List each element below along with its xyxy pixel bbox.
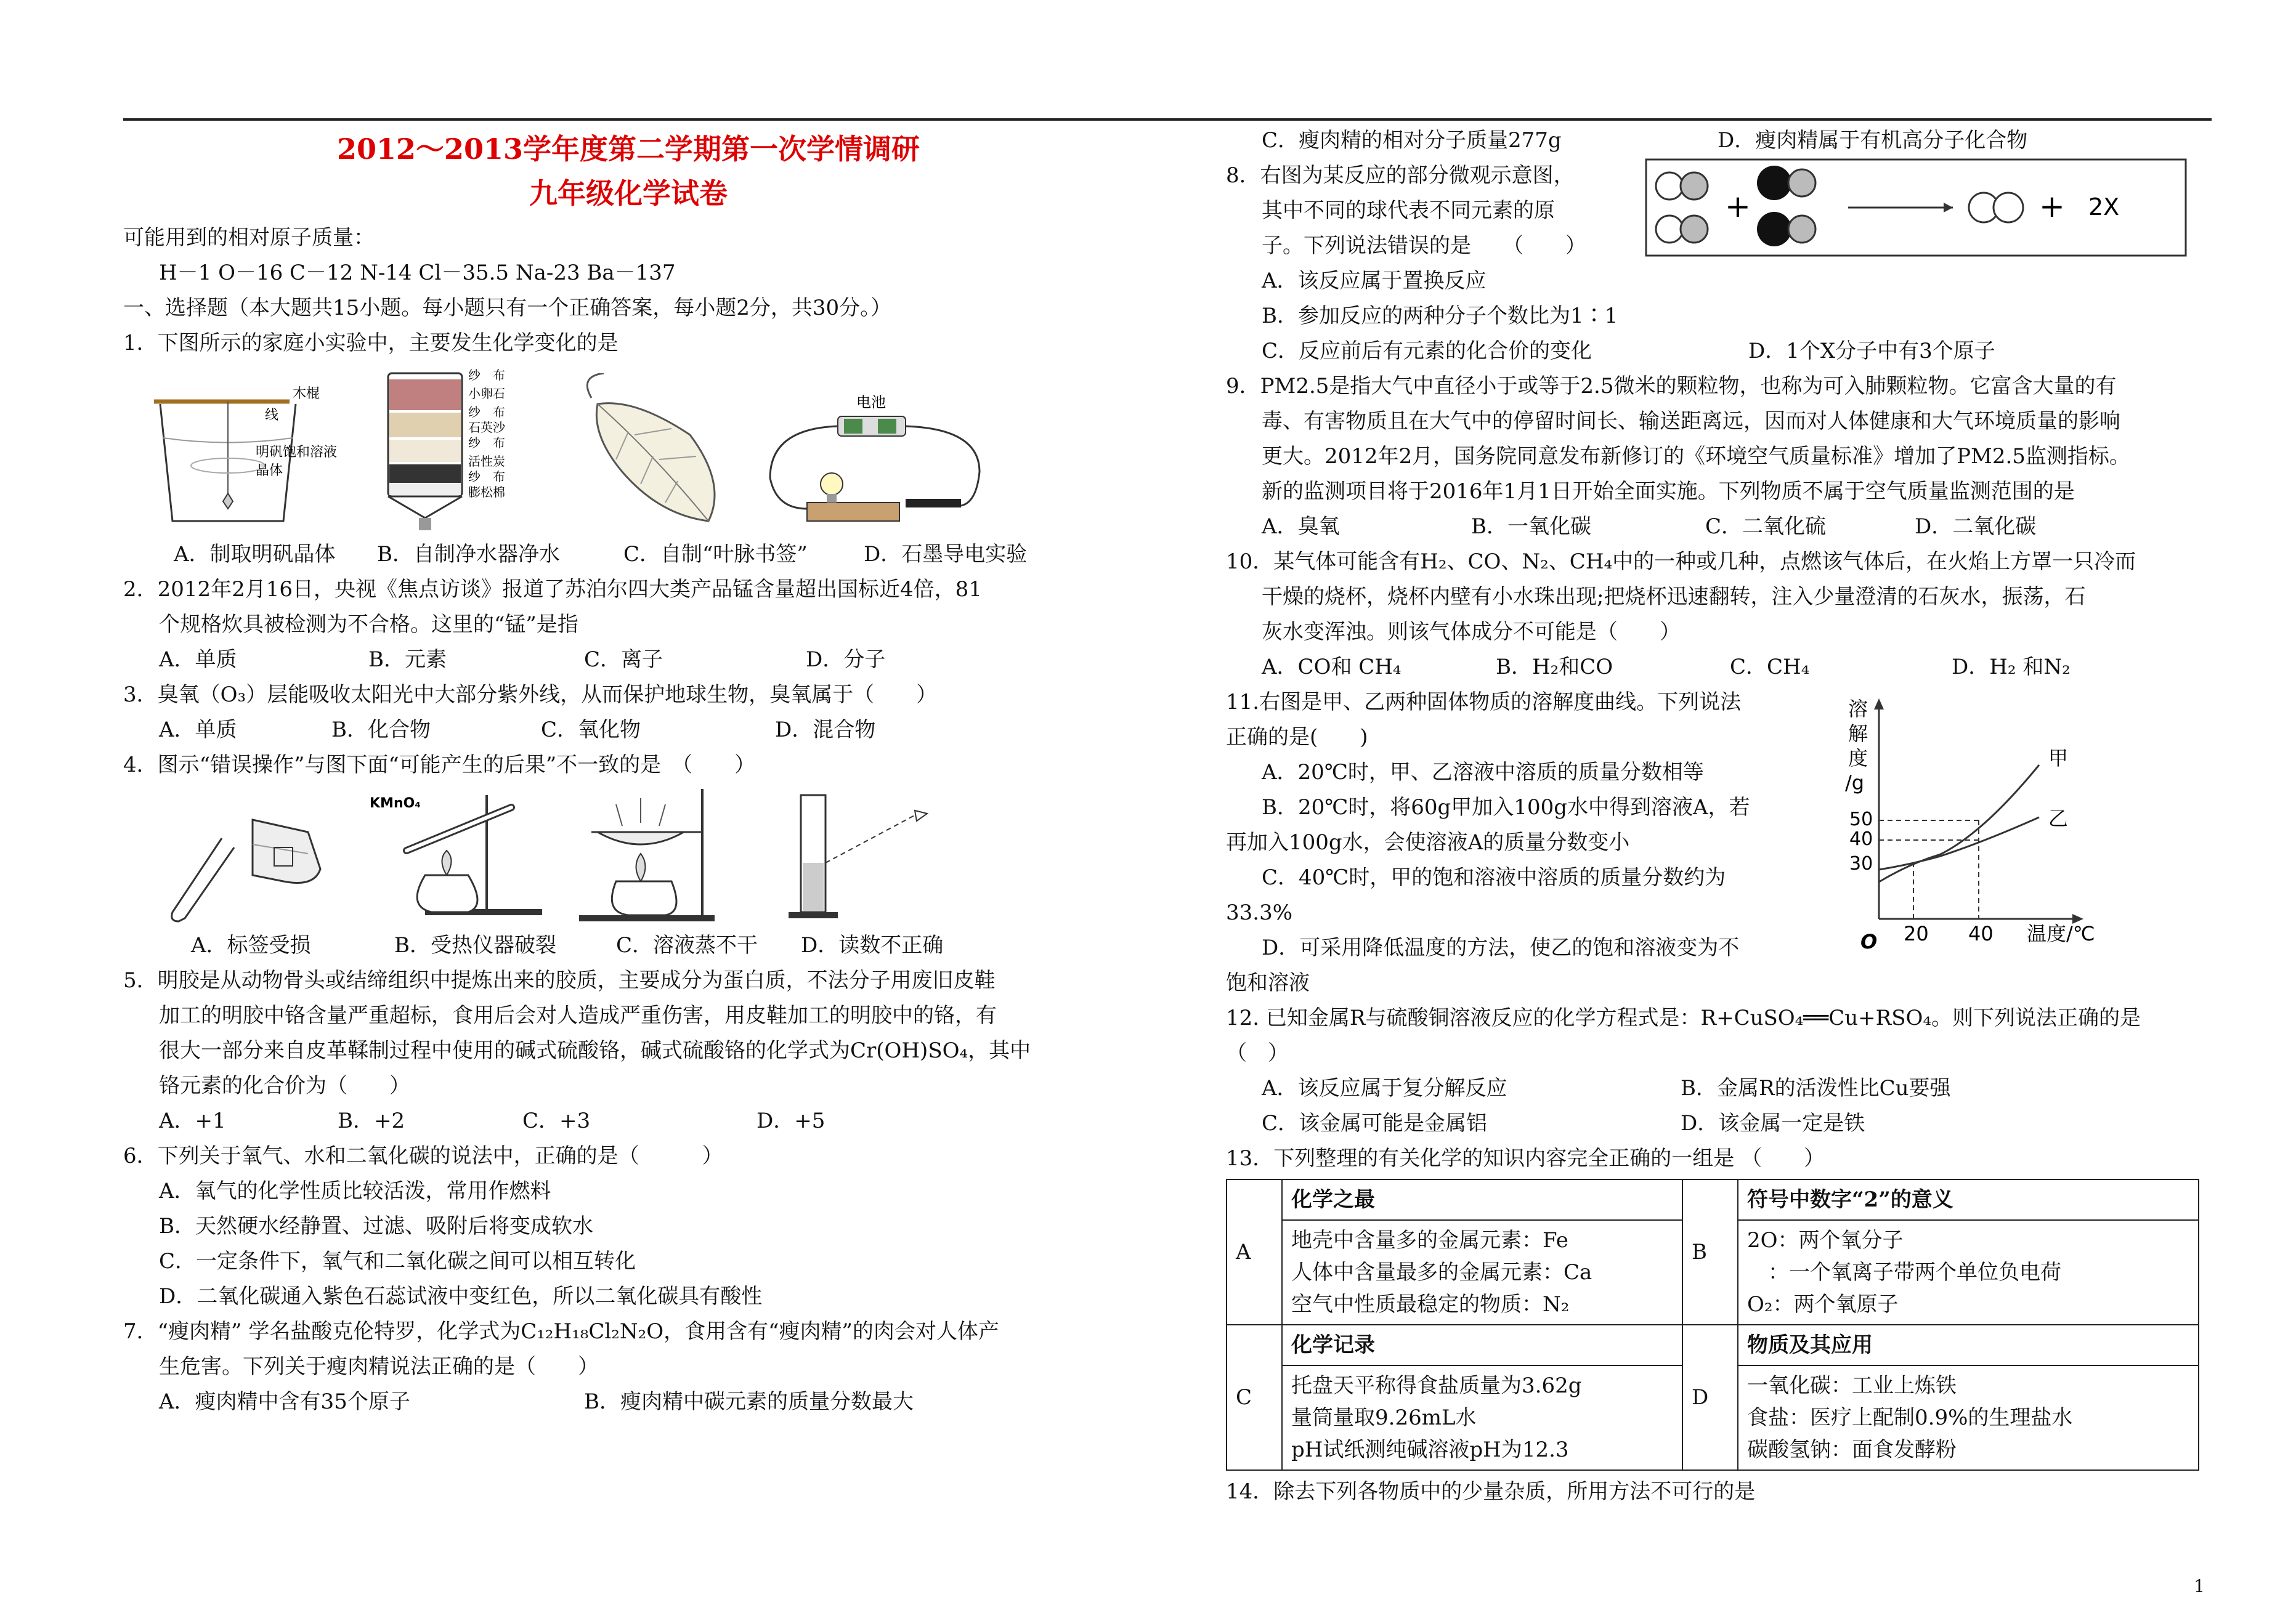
- left-column: [123, 123, 1134, 1420]
- q8-line-1: 8．右图为某反应的部分微观示意图，: [1226, 163, 1575, 188]
- evaporation-figure: [579, 789, 739, 924]
- q1-option-a[interactable]: A．制取明矾晶体: [174, 542, 336, 567]
- q9-line-1: 9．PM2.5是指大气中直径小于或等于2.5微米的颗粒物，也称为可入肺颗粒物。它富含大量的有: [1226, 374, 2117, 398]
- q12-line-1: 12. 已知金属R与硫酸铜溶液反应的化学方程式是：R+CuSO₄══Cu+RSO₄。则下列说法正确的是: [1226, 1006, 2141, 1030]
- q12-option-c[interactable]: C．该金属可能是金属铝: [1262, 1111, 1488, 1136]
- q4-option-b[interactable]: B．受热仪器破裂: [394, 933, 556, 958]
- q2-option-c[interactable]: C．离子: [584, 647, 663, 672]
- d-line-3: 碳酸氢钠：面食发酵粉: [1747, 1437, 1957, 1462]
- q10-line-3: 灰水变浑浊。则该气体成分不可能是（ ）: [1262, 620, 1681, 644]
- q12-option-b[interactable]: B．金属R的活泼性比Cu要强: [1681, 1076, 1951, 1101]
- graph-origin: O: [1860, 930, 1878, 953]
- q12-options-cd: [1226, 1106, 2212, 1141]
- q11-line-1: 11.右图是甲、乙两种固体物质的溶解度曲线。下列说法: [1226, 690, 1742, 714]
- q11-line-2: 正确的是( ): [1226, 725, 1368, 750]
- measuring-cylinder-figure: [776, 789, 930, 924]
- q5-line-2: 加工的明胶中铬含量严重超标，食用后会对人造成严重伤害，用皮鞋加工的明胶中的铬，有: [159, 1003, 997, 1028]
- q1-figures: [142, 367, 1134, 533]
- heating-tube-figure: [363, 789, 542, 924]
- fig-b-label-2: 小卵石: [468, 386, 505, 401]
- cell-a-head: 化学之最: [1282, 1179, 1682, 1220]
- q8-options-cd: [1226, 334, 2212, 369]
- solubility-graph: [1842, 691, 2119, 956]
- c-line-3: pH试纸测纯碱溶液pH为12.3: [1291, 1437, 1569, 1462]
- fig-b-label-8: 膨松棉: [468, 485, 505, 499]
- q9-line-3: 更大。2012年2月，国务院同意发布新修订的《环境空气质量标准》增加了PM2.5监测指标。: [1262, 444, 2130, 469]
- q5-line-4: 铬元素的化合价为（ ）: [159, 1073, 410, 1098]
- q2-line-2: 个规格炊具被检测为不合格。这里的“锰”是指: [159, 612, 578, 637]
- q8-option-a[interactable]: A．该反应属于置换反应: [1262, 269, 1487, 293]
- q8-line-2: 其中不同的球代表不同元素的原: [1262, 198, 1555, 223]
- q11-option-b-2: 再加入100g水，会使溶液A的质量分数变小: [1226, 830, 1630, 855]
- cell-c-head: 化学记录: [1282, 1325, 1682, 1365]
- q10-options: [1226, 650, 2212, 685]
- q6-option-b[interactable]: B．天然硬水经静置、过滤、吸附后将变成软水: [159, 1214, 593, 1239]
- q10-line-2: 干燥的烧杯，烧杯内壁有小水珠出现;把烧杯迅速翻转，注入少量澄清的石灰水，振荡，石: [1262, 584, 2086, 609]
- q10-option-c[interactable]: C．CH₄: [1730, 655, 1810, 679]
- svg-text:+: +: [1725, 188, 1751, 224]
- cell-a-body: [1282, 1220, 1682, 1325]
- q5-option-c[interactable]: C．+3: [522, 1109, 591, 1133]
- q4-option-c[interactable]: C．溶液蒸不干: [616, 933, 758, 958]
- q2-options: [123, 642, 1134, 677]
- q7-line-1: 7．“瘦肉精” 学名盐酸克伦特罗，化学式为C₁₂H₁₈Cl₂N₂O，食用含有“瘦肉精”的肉会对人体产: [123, 1319, 999, 1344]
- q7-option-b[interactable]: B．瘦肉精中碳元素的质量分数最大: [584, 1389, 914, 1414]
- q5-options: [123, 1104, 1134, 1139]
- d-line-1: 一氧化碳：工业上炼铁: [1747, 1373, 1957, 1398]
- q5-option-b[interactable]: B．+2: [338, 1109, 405, 1133]
- q11-block: [1226, 685, 2212, 1001]
- cell-a-letter[interactable]: A: [1227, 1179, 1282, 1325]
- q8-block: [1226, 158, 2212, 264]
- q11-option-a[interactable]: A．20℃时，甲、乙溶液中溶质的质量分数相等: [1262, 760, 1704, 785]
- q1-option-c[interactable]: C．自制“叶脉书签”: [623, 542, 808, 567]
- exam-subtitle: 九年级化学试卷: [529, 177, 728, 210]
- a-line-1: 地壳中含量多的金属元素：Fe: [1291, 1228, 1568, 1253]
- q9-options: [1226, 509, 2212, 544]
- fig-a-label-3: 明矾饱和溶液: [256, 445, 338, 460]
- c-line-1: 托盘天平称得食盐质量为3.62g: [1291, 1373, 1582, 1398]
- right-column: [1226, 123, 2212, 1510]
- q3-option-d[interactable]: D．混合物: [775, 718, 876, 742]
- q9-line-2: 毒、有害物质且在大气中的停留时间长、输送距离远，因而对人体健康和大气环境质量的影响: [1262, 409, 2120, 434]
- page-number: 1: [2194, 1576, 2205, 1596]
- q13-table: [1226, 1179, 2199, 1471]
- cell-d-letter[interactable]: D: [1682, 1325, 1738, 1470]
- cell-d-body: [1738, 1365, 2199, 1470]
- q8-line-3: 子。下列说法错误的是 （ ）: [1262, 233, 1586, 258]
- q8-option-d[interactable]: D．1个X分子中有3个原子: [1748, 339, 1995, 363]
- q1-stem: 1．下图所示的家庭小实验中，主要发生化学变化的是: [123, 331, 619, 355]
- graph-ylabel-1: 溶: [1848, 697, 1868, 721]
- graph-series-jia: 甲: [2048, 746, 2069, 770]
- cell-b-letter[interactable]: B: [1682, 1179, 1738, 1325]
- q2-line-1: 2．2012年2月16日，央视《焦点访谈》报道了苏泊尔四大类产品锰含量超出国标近4倍，81: [123, 577, 982, 602]
- graph-series-yi: 乙: [2048, 807, 2069, 830]
- q9-option-d[interactable]: D．二氧化碳: [1915, 514, 2037, 539]
- q1-option-b[interactable]: B．自制净水器净水: [377, 542, 560, 567]
- q2-option-a[interactable]: A．单质: [159, 647, 237, 672]
- q3-option-c[interactable]: C．氧化物: [541, 718, 641, 742]
- q7-option-d[interactable]: D．瘦肉精属于有机高分子化合物: [1718, 128, 2028, 153]
- c-line-2: 量筒量取9.26mL水: [1291, 1405, 1477, 1430]
- q8-fig-label: 2X: [2088, 193, 2120, 220]
- graph-xtick-40: 40: [1968, 922, 1994, 945]
- graph-ylabel-4: /g: [1845, 771, 1865, 794]
- graph-ylabel-2: 解: [1848, 722, 1868, 745]
- q6-option-a[interactable]: A．氧气的化学性质比较活泼，常用作燃料: [159, 1179, 551, 1203]
- q4-figures: [160, 789, 1134, 924]
- b-line-2: ：一个氧离子带两个单位负电荷: [1747, 1260, 2061, 1285]
- exam-title: 2012～2013学年度第二学期第一次学情调研: [336, 132, 920, 166]
- atomic-values: H－1 O－16 C－12 N-14 Cl－35.5 Na-23 Ba－137: [159, 261, 676, 285]
- q12-options-ab: [1226, 1071, 2212, 1106]
- fig-b-label-5: 纱 布: [468, 435, 505, 450]
- fig-b-label-3: 纱 布: [468, 405, 505, 419]
- b-line-3: O₂：两个氧原子: [1747, 1292, 1899, 1317]
- cell-b-head: 符号中数字“2”的意义: [1738, 1179, 2199, 1220]
- q4-option-a[interactable]: A．标签受损: [191, 933, 311, 958]
- fig-b-label-4: 石英沙: [468, 420, 505, 435]
- q3-option-a[interactable]: A．单质: [159, 718, 237, 742]
- q3-option-b[interactable]: B．化合物: [331, 718, 431, 742]
- d-line-2: 食盐：医疗上配制0.9%的生理盐水: [1747, 1405, 2073, 1430]
- q4-option-d[interactable]: D．读数不正确: [801, 933, 944, 958]
- graph-ylabel-3: 度: [1848, 746, 1868, 770]
- q9-line-4: 新的监测项目将于2016年1月1日开始全面实施。下列物质不属于空气质量监测范围的是: [1262, 479, 2075, 504]
- fig-b-label-7: 纱 布: [468, 469, 505, 484]
- q8-option-c[interactable]: C．反应前后有元素的化合价的变化: [1262, 339, 1592, 363]
- q9-option-b[interactable]: B．一氧化碳: [1471, 514, 1591, 539]
- q4-stem: 4．图示“错误操作”与图下面“可能产生的后果”不一致的是 （ ）: [123, 753, 756, 777]
- b-line-1: 2O：两个氧分子: [1747, 1228, 1904, 1253]
- graph-ytick-40: 40: [1849, 828, 1873, 850]
- q11-option-d-1[interactable]: D．可采用降低温度的方法，使乙的饱和溶液变为不: [1262, 936, 1740, 960]
- fig-a-label-1: 木棍: [293, 386, 320, 402]
- q2-option-b[interactable]: B．元素: [368, 647, 447, 672]
- q6-option-c[interactable]: C．一定条件下，氧气和二氧化碳之间可以相互转化: [159, 1249, 636, 1274]
- atomic-label: 可能用到的相对原子质量：: [123, 225, 375, 250]
- cell-c-letter[interactable]: C: [1227, 1325, 1282, 1470]
- cell-d-head: 物质及其应用: [1738, 1325, 2199, 1365]
- q5-option-a[interactable]: A．+1: [159, 1109, 226, 1133]
- fig-a-label-4: 晶体: [256, 463, 283, 479]
- fig-b-label-6: 活性炭: [468, 454, 505, 469]
- q12-option-d[interactable]: D．该金属一定是铁: [1681, 1111, 1865, 1136]
- q13-stem: 13．下列整理的有关化学的知识内容完全正确的一组是 （ ）: [1226, 1146, 1825, 1171]
- q7-option-c[interactable]: C．瘦肉精的相对分子质量277g: [1262, 128, 1562, 153]
- q7-line-2: 生危害。下列关于瘦肉精说法正确的是（ ）: [159, 1354, 599, 1379]
- a-line-3: 空气中性质最稳定的物质：N₂: [1291, 1292, 1570, 1317]
- graph-xtick-20: 20: [1904, 922, 1929, 945]
- section-heading: 一、选择题（本大题共15小题。每小题只有一个正确答案，每小题2分，共30分。）: [123, 296, 892, 320]
- graph-ytick-30: 30: [1849, 853, 1873, 875]
- cell-b-body: [1738, 1220, 2199, 1325]
- cell-c-body: [1282, 1365, 1682, 1470]
- leaf-bookmark-figure: [554, 373, 733, 533]
- q10-line-1: 10．某气体可能含有H₂、CO、N₂、CH₄中的一种或几种，点燃该气体后，在火焰上方罩一只冷而: [1226, 549, 2136, 574]
- graph-xlabel: 温度/℃: [2027, 922, 2095, 945]
- q7-options-ab: [123, 1385, 1134, 1420]
- fig-b-label-1: 纱 布: [468, 368, 505, 382]
- q9-option-c[interactable]: C．二氧化硫: [1705, 514, 1827, 539]
- q5-line-1: 5．明胶是从动物骨头或结缔组织中提炼出来的胶质，主要成分为蛋白质，不法分子用废旧皮鞋: [123, 968, 996, 993]
- q11-option-d-2: 饱和溶液: [1226, 971, 1310, 995]
- q12-option-a[interactable]: A．该反应属于复分解反应: [1262, 1076, 1507, 1101]
- graphite-conductivity-figure: [758, 386, 992, 533]
- q2-option-d[interactable]: D．分子: [806, 647, 886, 672]
- q10-option-b[interactable]: B．H₂和CO: [1496, 655, 1613, 679]
- q8-option-b[interactable]: B．参加反应的两种分子个数比为1∶1: [1262, 304, 1618, 328]
- q7-option-a[interactable]: A．瘦肉精中含有35个原子: [159, 1389, 410, 1414]
- q14-stem: 14．除去下列各物质中的少量杂质，所用方法不可行的是: [1226, 1479, 1756, 1504]
- q11-option-b-1[interactable]: B．20℃时，将60g甲加入100g水中得到溶液A，若: [1262, 795, 1750, 820]
- fig-a-label-2: 线: [265, 408, 279, 423]
- a-line-2: 人体中含量最多的金属元素：Ca: [1291, 1260, 1592, 1285]
- water-filter-figure: [370, 367, 530, 533]
- q6-option-d[interactable]: D．二氧化碳通入紫色石蕊试液中变红色，所以二氧化碳具有酸性: [159, 1284, 763, 1309]
- q6-stem: 6．下列关于氧气、水和二氧化碳的说法中，正确的是（ ）: [123, 1144, 723, 1168]
- q4-options: [123, 928, 1134, 963]
- reaction-diagram: [1645, 158, 2187, 257]
- fig-d-label-1: 电池: [856, 394, 886, 411]
- alum-crystal-figure: [142, 379, 345, 533]
- q7-options-cd: [1226, 123, 2212, 158]
- q3-stem: 3．臭氧（O₃）层能吸收太阳光中大部分紫外线，从而保护地球生物，臭氧属于（ ）: [123, 682, 938, 707]
- header-rule: [123, 118, 2212, 121]
- pouring-figure: [160, 795, 327, 924]
- q11-option-c-2: 33.3%: [1226, 900, 1293, 925]
- q9-option-a[interactable]: A．臭氧: [1262, 514, 1340, 539]
- q3-options: [123, 713, 1134, 748]
- q5-line-3: 很大一部分来自皮革鞣制过程中使用的碱式硫酸铬，碱式硫酸铬的化学式为Cr(OH)SO₄，其中: [159, 1038, 1031, 1063]
- kmno4-label: KMnO₄: [370, 796, 421, 811]
- q5-option-d[interactable]: D．+5: [757, 1109, 826, 1133]
- q10-option-d[interactable]: D．H₂ 和N₂: [1952, 655, 2071, 679]
- q12-line-2: （ ）: [1226, 1041, 1289, 1065]
- q1-options: [123, 537, 1134, 572]
- q10-option-a[interactable]: A．CO和 CH₄: [1262, 655, 1402, 679]
- q11-option-c-1[interactable]: C．40℃时，甲的饱和溶液中溶质的质量分数约为: [1262, 865, 1726, 890]
- q1-option-d[interactable]: D．石墨导电实验: [864, 542, 1028, 567]
- graph-ytick-50: 50: [1849, 809, 1873, 830]
- svg-text:+: +: [2039, 188, 2065, 224]
